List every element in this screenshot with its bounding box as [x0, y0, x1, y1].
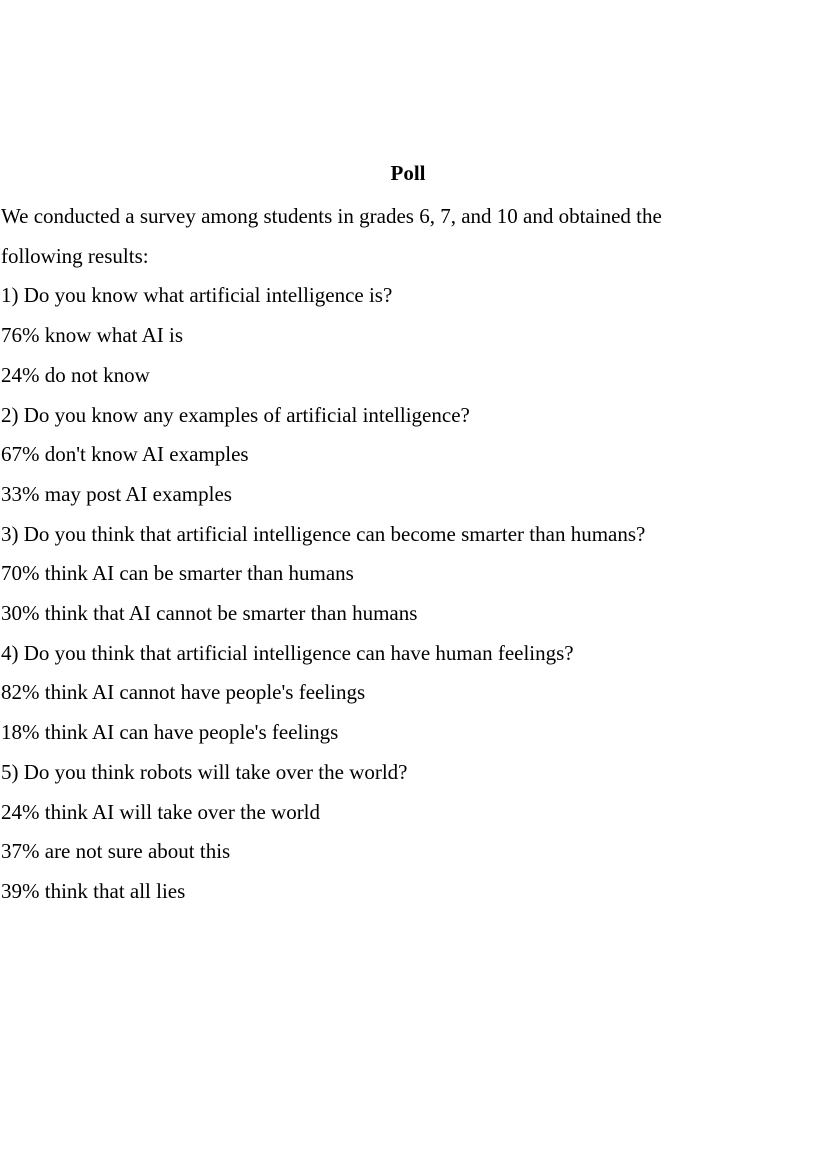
intro-text-line-1: We conducted a survey among students in grades 6, 7, and 10 and obtained the: [1, 204, 662, 228]
answer-5-2: 37% are not sure about this: [1, 839, 231, 864]
intro-text-line-2: following results:: [1, 243, 149, 268]
answer-2-1: 67% don't know AI examples: [1, 442, 249, 467]
answer-5-3: 39% think that all lies: [1, 878, 186, 903]
answer-2-2: 33% may post AI examples: [1, 481, 232, 506]
question-5: 5) Do you think robots will take over the world?: [1, 759, 408, 784]
answer-5-1: 24% think AI will take over the world: [1, 799, 321, 824]
question-1: 1) Do you know what artificial intelligence is?: [1, 283, 393, 308]
answer-4-1: 82% think AI cannot have people's feelings: [1, 680, 366, 705]
answer-4-2: 18% think AI can have people's feelings: [1, 720, 339, 745]
page-title: Poll: [390, 161, 426, 185]
question-3: 3) Do you think that artificial intelligence can become smarter than humans?: [1, 521, 646, 546]
question-4: 4) Do you think that artificial intelligence can have human feelings?: [1, 640, 574, 665]
answer-3-1: 70% think AI can be smarter than humans: [1, 561, 354, 586]
answer-3-2: 30% think that AI cannot be smarter than humans: [1, 601, 418, 626]
answer-1-1: 76% know what AI is: [1, 323, 183, 348]
question-2: 2) Do you know any examples of artificial intelligence?: [1, 402, 470, 427]
answer-1-2: 24% do not know: [1, 362, 150, 387]
document-body: [1, 197, 801, 912]
